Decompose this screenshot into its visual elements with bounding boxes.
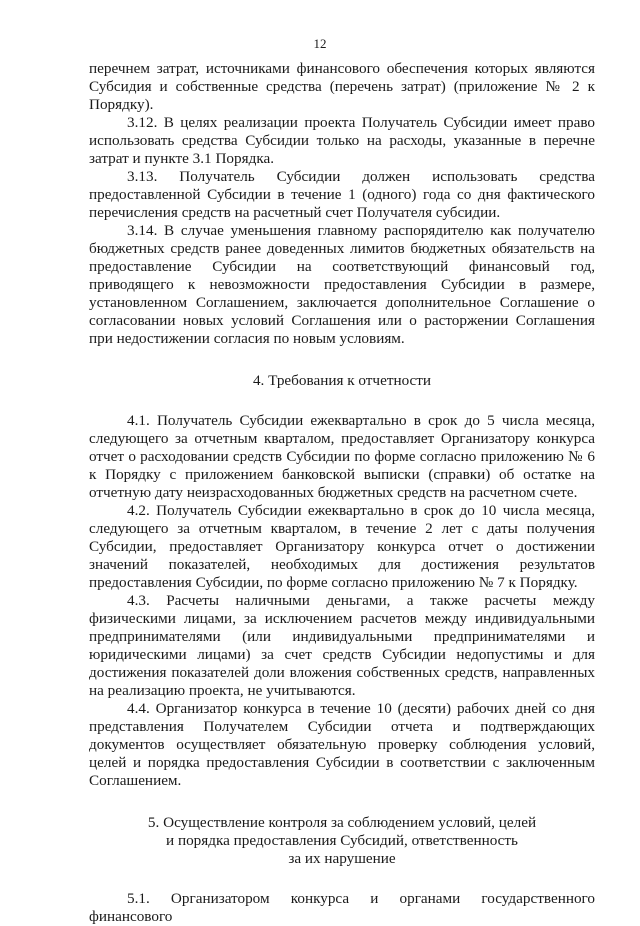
document-body bbox=[89, 60, 595, 926]
section-5-heading bbox=[89, 814, 595, 868]
section-4-heading: 4. Требования к отчетности bbox=[252, 372, 432, 389]
paragraph-5-1: 5.1. Организатором конкурса и органами государственного финансового bbox=[89, 890, 595, 925]
section-5-heading-line: за их нарушение bbox=[288, 850, 396, 867]
paragraph-4-2: 4.2. Получатель Субсидии ежеквартально в срок до 10 числа месяца, следующего за отчетным кварталом, в течение 2 лет с даты получения Субсидии, предоставляет Организатору конкурса отчет о достижении значений показателей, необходимых для достижения результатов предоставления Субсидии, по форме согласно приложению № 7 к Порядку. bbox=[89, 502, 595, 591]
page-number: 12 bbox=[313, 36, 327, 51]
paragraph-4-4: 4.4. Организатор конкурса в течение 10 (десяти) рабочих дней со дня представления Получателем Субсидии отчета и подтверждающих документов осуществляет обязательную проверку соблюдения условий, целей и порядка предоставления Субсидии в соответствии с заключенным Соглашением. bbox=[89, 700, 595, 789]
section-5-heading-line: 5. Осуществление контроля за соблюдением условий, целей bbox=[147, 814, 537, 831]
section-5-heading-line: и порядка предоставления Субсидий, ответственность bbox=[166, 832, 518, 849]
paragraph-4-1: 4.1. Получатель Субсидии ежеквартально в срок до 5 числа месяца, следующего за отчетным кварталом, предоставляет Организатору конкурса отчет о расходовании средств Субсидии по форме согласно приложению № 6 к Порядку с приложением банковской выписки (справки) об остатке на отчетную дату неизрасходованных бюджетных средств на расчетном счете. bbox=[89, 412, 595, 501]
paragraph-3-12: 3.12. В целях реализации проекта Получатель Субсидии имеет право использовать средства Субсидии только на расходы, указанные в перечне затрат и пункте 3.1 Порядка. bbox=[89, 114, 595, 167]
paragraph-continuation: перечнем затрат, источниками финансового обеспечения которых являются Субсидия и собственные средства (перечень затрат) (приложение № 2 к Порядку). bbox=[89, 60, 595, 113]
paragraph-4-3: 4.3. Расчеты наличными деньгами, а также расчеты между физическими лицами, за исключением расчетов между индивидуальными предпринимателями (или индивидуальными предпринимателями и юридическими лицами) за счет средств Субсидии недопустимы и для достижения показателей доли вложения собственных средств, направленных на реализацию проекта, не учитываются. bbox=[89, 592, 595, 699]
paragraph-3-14: 3.14. В случае уменьшения главному распорядителю как получателю бюджетных средств ранее доведенных лимитов бюджетных обязательств на предоставление Субсидии на соответствующий финансовый год, приводящего к невозможности предоставления Субсидии в размере, установленном Соглашением, заключается дополнительное Соглашение о согласовании новых условий Соглашения или о расторжении Соглашения при недостижении согласия по новым условиям. bbox=[89, 222, 595, 347]
paragraph-3-13: 3.13. Получатель Субсидии должен использовать средства предоставленной Субсидии в течение 1 (одного) года со дня фактического перечисления средств на расчетный счет Получателя субсидии. bbox=[89, 168, 595, 221]
